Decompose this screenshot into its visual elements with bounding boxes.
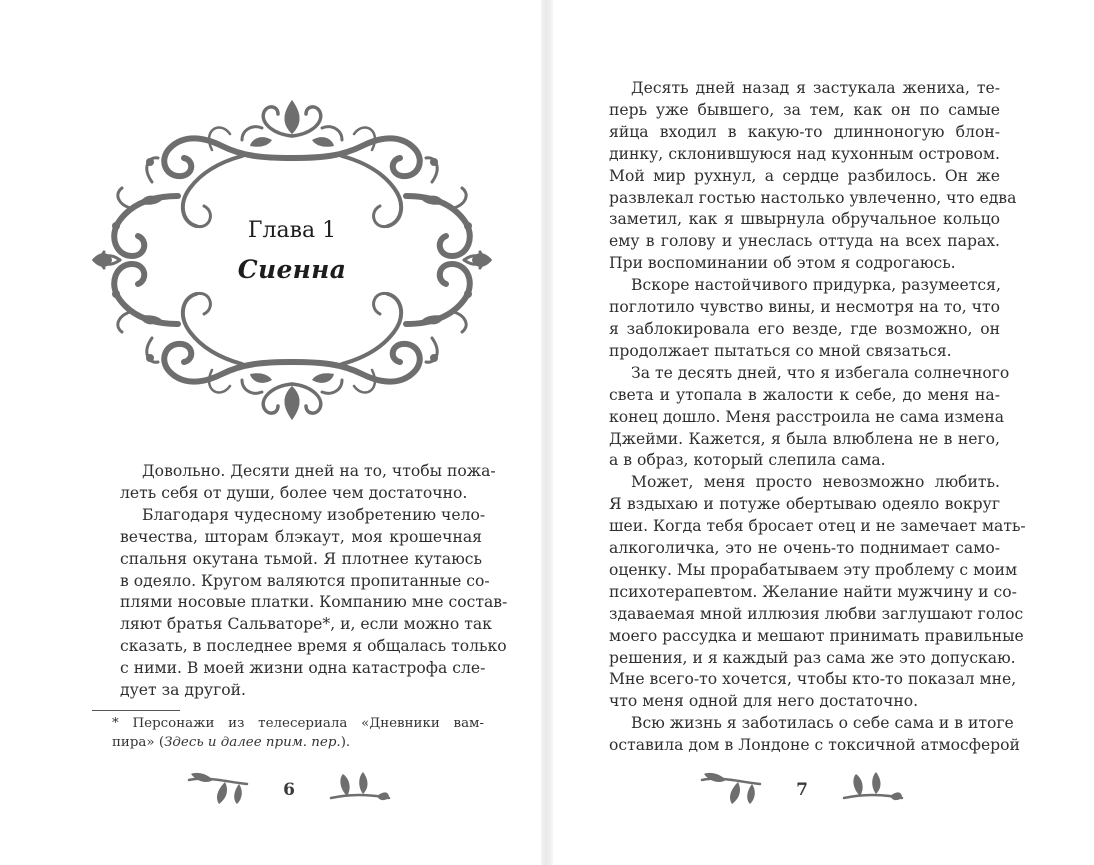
text-line: яйца входил в какую-то длинноногую блон- — [609, 122, 1000, 141]
text-line: а в образ, который слепила сама. — [609, 451, 886, 470]
footnote-text: ). — [340, 735, 351, 750]
text-line: Мне всего-то хочется, чтобы кто-то показал мне, — [609, 670, 1017, 689]
text-line: спальня окутана тьмой. Я плотнее кутаюсь — [120, 549, 482, 568]
text-line: оставила дом в Лондоне с токсичной атмосферой — [609, 736, 1020, 755]
text-line: плями носовые платки. Компанию мне состав- — [120, 593, 508, 612]
text-line: что меня одной для него достаточно. — [609, 692, 919, 711]
page-number: 6 — [283, 780, 295, 800]
text-line: Может, меня просто невозможно любить. — [631, 473, 1000, 492]
text-line: Довольно. Десяти дней на то, чтобы пожа- — [142, 462, 496, 480]
footnote — [112, 714, 484, 752]
text-line: вечества, шторам блэкаут, моя крошечная — [120, 527, 482, 546]
chapter-heading: Глава 1 — [247, 218, 337, 243]
text-line: Мой мир рухнул, а сердце разбилось. Он же — [609, 166, 1000, 185]
chapter-title: Сиенна — [237, 255, 347, 284]
text-line: моего рассудка и мешают принимать правильные — [609, 626, 1024, 645]
leaf-branch-icon — [700, 772, 764, 806]
text-line: При воспоминании об этом я содрогаюсь. — [609, 254, 956, 273]
text-line: Вскоре настойчивого придурка, разумеется, — [631, 276, 1001, 295]
text-line: света и утопала в жалости к себе, до меня на- — [609, 385, 1000, 404]
footnote-divider — [92, 710, 180, 711]
text-line: За те десять дней, что я избегала солнечного — [631, 363, 1010, 382]
text-line: в одеяло. Кругом валяются пропитанные со- — [120, 571, 490, 590]
text-line: Всю жизнь я заботилась о себе сама и в итоге — [631, 714, 1014, 733]
text-line: Джейми. Кажется, я была влюблена не в него, — [609, 429, 1000, 448]
text-line: развлекал гостью настолько увлеченно, что едва — [609, 188, 1017, 207]
text-line: решения, и я каждый раз сама же это допускаю. — [609, 648, 1016, 667]
book-gutter — [541, 0, 553, 865]
text-line: Десять дней назад я застукала жениха, те- — [631, 79, 1000, 97]
text-line: ему в голову и унеслась оттуда на всех парах. — [609, 232, 1000, 251]
leaf-branch-icon — [840, 772, 904, 806]
body-text-left — [120, 461, 508, 702]
text-line: я заблокировала его везде, где возможно, он — [609, 319, 1000, 338]
text-line: с ними. В моей жизни одна катастрофа сле- — [120, 659, 486, 678]
text-line: Я вздыхаю и потуже обертываю одеяло вокруг — [609, 495, 1000, 514]
footnote-line: * Персонажи из телесериала «Дневники вам- — [112, 716, 484, 731]
page-footer-right — [700, 770, 920, 810]
text-line: продолжает пытаться со мной связаться. — [609, 341, 952, 360]
page-number: 7 — [796, 780, 808, 800]
text-line: дует за другой. — [120, 681, 247, 700]
text-line: шеи. Когда тебя бросает отец и не замечает мать- — [609, 517, 1026, 536]
leaf-branch-icon — [187, 772, 251, 806]
footnote-text: пира» ( — [112, 735, 165, 750]
text-line: здаваемая мной иллюзия любви заглушают голос — [609, 604, 1024, 623]
text-line: сказать, в последнее время я общалась только — [120, 637, 507, 656]
text-line: Благодаря чудесному изобретению чело- — [142, 505, 486, 524]
footnote-italic-note: Здесь и далее прим. пер. — [164, 735, 341, 750]
text-line: конец дошло. Меня расстроила не сама измена — [609, 407, 1005, 426]
leaf-branch-icon — [327, 772, 391, 806]
text-line: заметил, как я швырнула обручальное кольцо — [609, 210, 1000, 229]
page-footer-left — [187, 770, 407, 810]
text-line: оценку. Мы прорабатываем эту проблему с моим — [609, 560, 1018, 579]
text-line: поглотило чувство вины, и несмотря на то, что — [609, 298, 1000, 317]
text-line: леть себя от души, более чем достаточно. — [120, 483, 468, 502]
text-line: алкоголичка, это не очень-то поднимает само- — [609, 539, 1000, 558]
left-page — [0, 0, 541, 865]
text-line: психотерапевтом. Желание найти мужчину и со- — [609, 582, 1017, 601]
text-line: ляют братья Сальваторе*, и, если можно так — [120, 615, 492, 634]
body-text-right — [609, 78, 1026, 757]
text-line: перь уже бывшего, за тем, как он по самые — [609, 100, 1000, 119]
footnote-line — [112, 733, 484, 752]
text-line: динку, склонившуюся над кухонным островом. — [609, 144, 1000, 163]
